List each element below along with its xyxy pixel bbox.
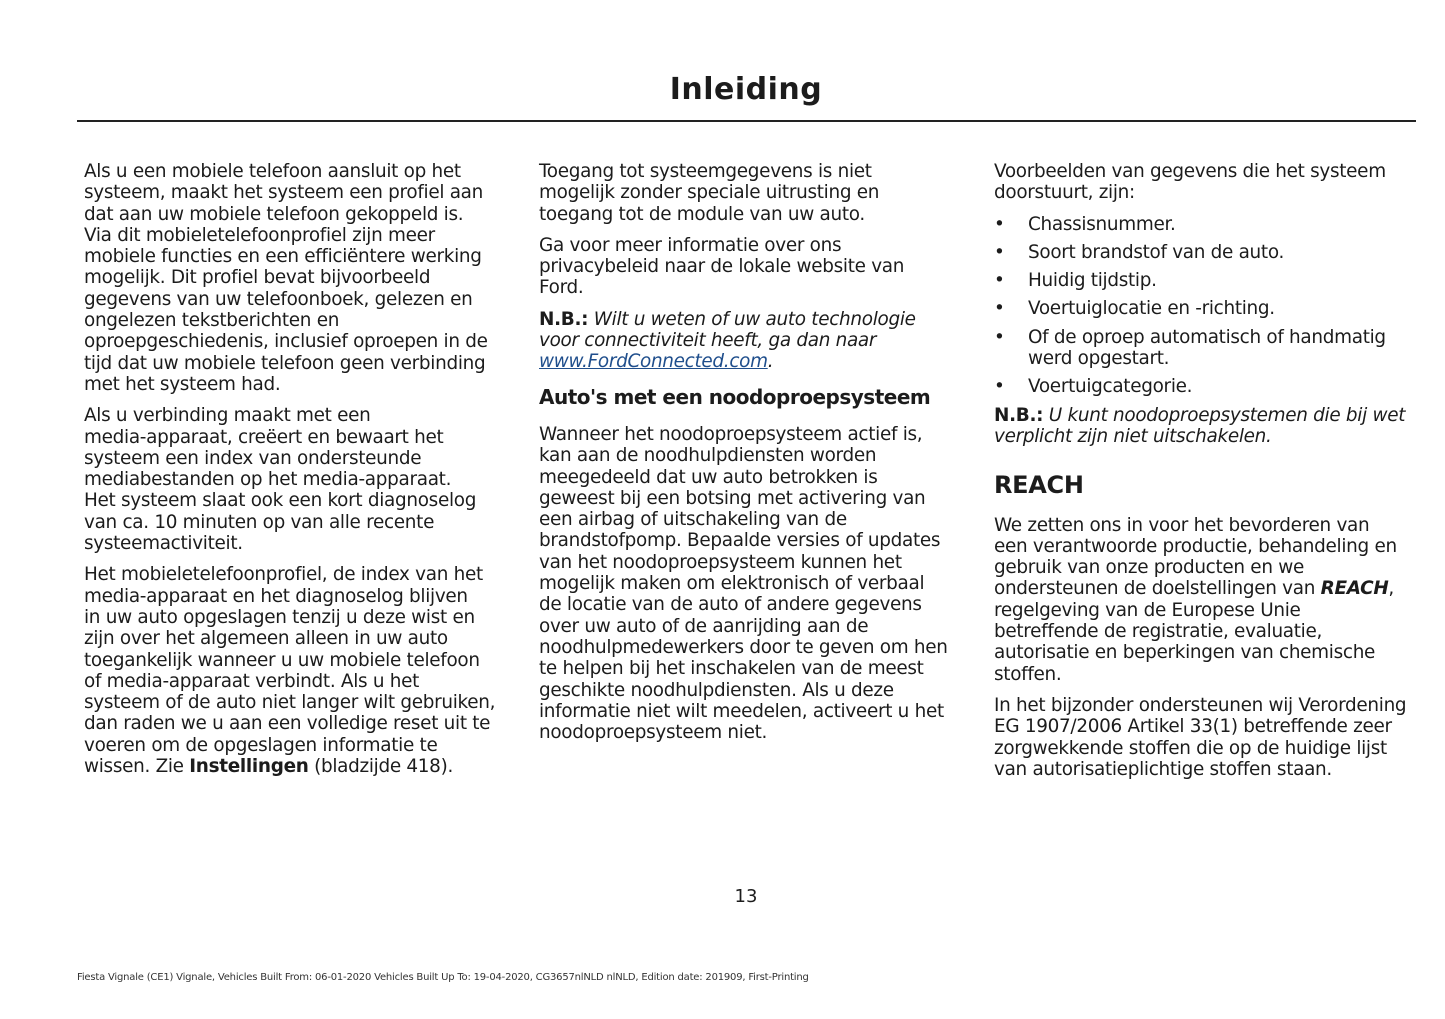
text-line [994,405,1424,426]
paragraph [539,424,969,743]
text-span: Wilt u weten of uw auto technologie [588,308,916,330]
text-line: zorgwekkende stoffen die op de huidige lijst [994,737,1387,759]
text-line: oproepgeschiedenis, inclusief oproepen in de [84,331,488,353]
text-line: stoffen. [994,663,1062,685]
text-span: voor connectiviteit heeft, ga dan naar [539,330,877,352]
page-number: 13 [734,886,758,907]
text-line: In het bijzonder ondersteunen wij Verordening [994,694,1407,716]
text-line: te helpen bij het inschakelen van de meest [539,658,924,680]
page-title: Inleiding [669,72,823,107]
text-line: mogelijk maken om elektronisch of verbaal [539,573,925,595]
text-line: mogelijk. Dit profiel bevat bijvoorbeeld [84,267,431,289]
text-span: wissen. Zie [84,756,190,778]
text-line: regelgeving van de Europese Unie [994,599,1301,621]
text-line: EG 1907/2006 Artikel 33(1) betreffende zeer [994,716,1392,738]
text-line: noodhulpmedewerkers door te geven om hen [539,636,948,658]
text-line: meegedeeld dat uw auto betrokken is [539,466,878,488]
text-line: Het systeem slaat ook een kort diagnoselog [84,490,477,512]
text-line: werd opgestart. [1028,348,1170,370]
bullet-item [994,242,1424,263]
text-line: Als u een mobiele telefoon aansluit op het [84,161,461,182]
text-line: privacybeleid naar de lokale website van [539,256,905,278]
text-line: in uw auto opgeslagen tenzij u deze wist en [84,606,475,628]
text-line: Voertuigcategorie. [1028,376,1193,398]
text-line: Ga voor meer informatie over ons [539,234,842,256]
text-line: systeem een index van ondersteunde [84,447,422,469]
text-line: We zetten ons in voor het bevorderen van [994,514,1370,536]
bold-text: REACH [1320,578,1389,600]
text-line: Voorbeelden van gegevens die het systeem [994,161,1386,182]
text-line: gebruik van onze producten en we [994,557,1304,579]
text-line [539,309,969,330]
bold-text: N.B.: [994,404,1044,426]
text-line: Toegang tot systeemgegevens is niet [539,161,872,182]
paragraph [994,405,1424,448]
bullet-icon: • [994,213,1005,235]
bullet-icon: • [994,270,1005,292]
text-span: U kunt noodoproepsystemen die bij wet [1043,404,1406,426]
bullet-icon: • [994,241,1005,263]
text-line: Als u verbinding maakt met een [84,405,371,427]
text-line: dat aan uw mobiele telefoon gekoppeld is. [84,203,464,225]
text-line: gegevens van uw telefoonboek, gelezen en [84,288,473,310]
bullet-item [994,327,1424,370]
section-heading: Auto's met een noodoproepsysteem [539,384,931,409]
footer-edition-info: Fiesta Vignale (CE1) Vignale, Vehicles Built From: 06-01-2020 Vehicles Built Up To: 19-04-2020, CG3657nlNLD nlNLD, Edition date: 201909, First-Printing [77,972,809,983]
text-span: ondersteunen de doelstellingen van [994,578,1321,600]
text-line: media-apparaat, creëert en bewaart het [84,426,444,448]
text-line: van het noodoproepsysteem kunnen het [539,551,902,573]
text-span: , [1388,578,1394,600]
text-line: mediabestanden op het media-apparaat. [84,469,452,491]
paragraph [994,515,1424,685]
bullet-item [994,376,1424,397]
text-line: van ca. 10 minuten op van alle recente [84,511,435,533]
text-line: mogelijk zonder speciale uitrusting en [539,182,880,204]
text-line: brandstofpomp. Bepaalde versies of updates [539,530,941,552]
bullet-icon: • [994,298,1005,320]
text-line: Het mobieletelefoonprofiel, de index van het [84,564,483,586]
text-line: een airbag of uitschakeling van de [539,509,847,531]
text-line: Via dit mobieletelefoonprofiel zijn meer [84,224,435,246]
text-line: systeem, maakt het systeem een profiel aan [84,182,483,204]
website-link[interactable]: www.FordConnected.com [539,351,768,373]
paragraph [84,405,514,554]
text-line: Voertuiglocatie en -richting. [1028,298,1275,320]
text-line: media-apparaat en het diagnoselog blijven [84,585,468,607]
text-line: toegankelijk wanneer u uw mobiele telefoon [84,649,480,671]
text-line: Of de oproep automatisch of handmatig [1028,326,1386,348]
paragraph [539,309,969,373]
bullet-icon: • [994,376,1005,398]
column-1 [84,161,514,787]
text-line: van autorisatieplichtige stoffen staan. [994,758,1332,780]
text-span: verplicht zijn niet uitschakelen. [994,425,1272,447]
section-heading: REACH [994,471,1084,500]
header-divider [77,120,1416,122]
paragraph [994,695,1424,780]
bullet-item [994,214,1424,235]
text-line: Ford. [539,277,584,299]
text-line: betreffende de registratie, evaluatie, [994,621,1323,643]
paragraph [539,161,969,225]
column-3 [994,161,1424,790]
text-line: noodoproepsysteem niet. [539,722,768,744]
text-line [994,426,1424,447]
text-line: tijd dat uw mobiele telefoon geen verbinding [84,352,486,374]
text-line: mobiele functies en een efficiëntere werking [84,246,482,268]
text-line: over uw auto of de aanrijding aan de [539,615,869,637]
text-line [84,756,514,777]
bullet-icon: • [994,326,1005,348]
text-line: ongelezen tekstberichten en [84,310,340,332]
bullet-item [994,270,1424,291]
text-line: of media-apparaat verbindt. Als u het [84,670,420,692]
text-line: Huidig tijdstip. [1028,270,1157,292]
bold-text: Instellingen [189,756,309,778]
text-line: toegang tot de module van uw auto. [539,203,865,225]
text-span: . [767,351,774,373]
text-span: (bladzijde 418). [308,756,454,778]
paragraph [539,235,969,299]
text-line: geweest bij een botsing met activering van [539,487,926,509]
text-line: doorstuurt, zijn: [994,182,1135,204]
text-line: de locatie van de auto of andere gegevens [539,594,922,616]
text-line [539,351,969,372]
text-line: een verantwoorde productie, behandeling en [994,535,1397,557]
text-line: voeren om de opgeslagen informatie te [84,734,438,756]
text-line: kan aan de noodhulpdiensten worden [539,445,877,467]
text-line: met het systeem had. [84,373,281,395]
paragraph [84,161,514,395]
bullet-item [994,298,1424,319]
column-2 [539,161,969,753]
text-line [539,330,969,351]
text-line: autorisatie en beperkingen van chemische [994,642,1376,664]
bold-text: N.B.: [539,308,589,330]
text-line: Wanneer het noodoproepsysteem actief is, [539,423,923,445]
text-line: informatie niet wilt meedelen, activeert u het [539,700,944,722]
text-line: zijn over het algemeen alleen in uw auto [84,628,448,650]
text-line: systeem of de auto niet langer wilt gebruiken, [84,692,496,714]
text-line: Chassisnummer. [1028,213,1176,235]
text-line: dan raden we u aan een volledige reset uit te [84,713,491,735]
text-line: geschikte noodhulpdiensten. Als u deze [539,679,894,701]
paragraph [84,564,514,777]
paragraph [994,161,1424,204]
text-line [994,578,1424,599]
text-line: systeemactiviteit. [84,533,243,555]
text-line: Soort brandstof van de auto. [1028,241,1284,263]
